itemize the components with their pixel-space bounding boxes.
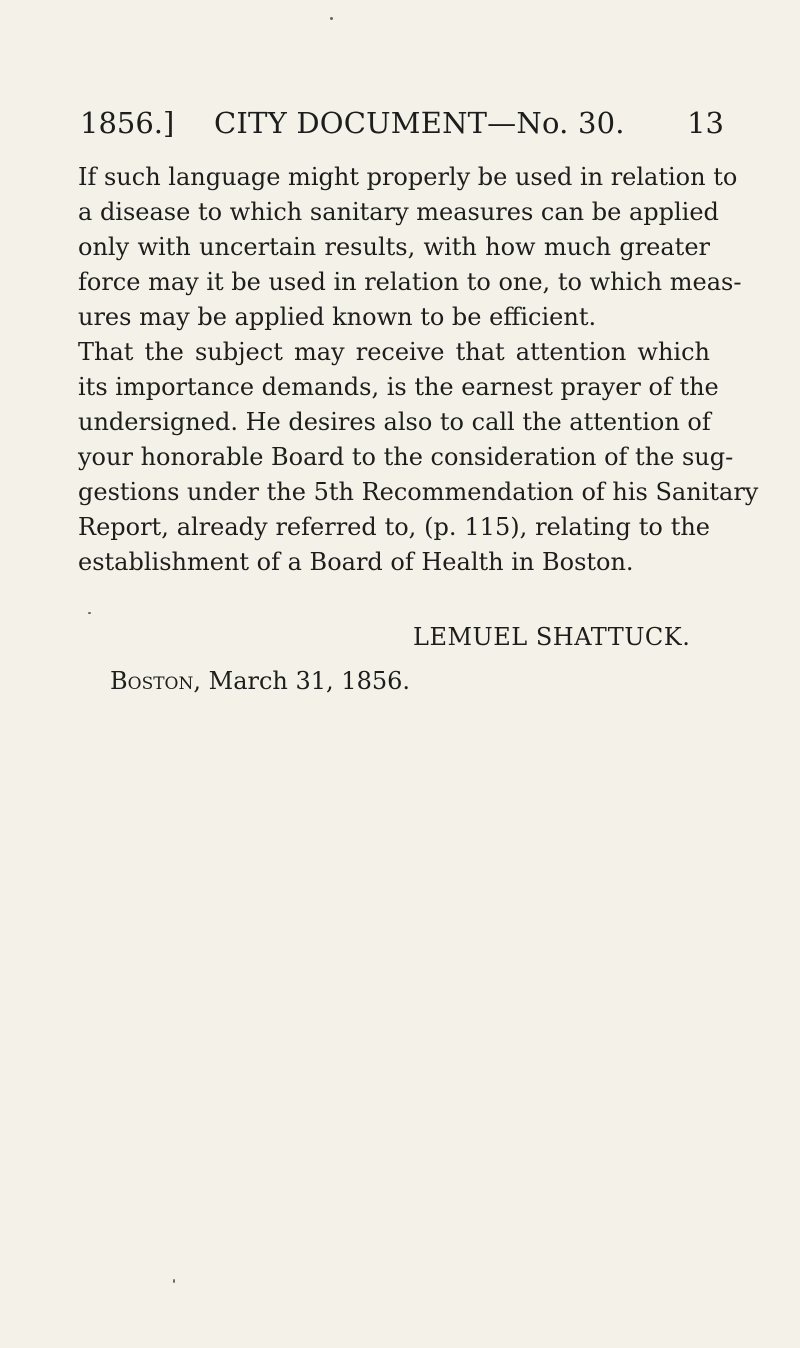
paper-speck: [330, 17, 333, 20]
running-head-year: 1856.]: [80, 106, 175, 140]
dateline-place: Boston,: [110, 667, 201, 695]
body-line: If such language might properly be used in relation to: [78, 163, 738, 191]
body-line: your honorable Board to the consideration of the sug-: [78, 443, 734, 471]
body-text: [78, 160, 759, 580]
paper-speck: [88, 612, 91, 614]
body-line: its importance demands, is the earnest prayer of the: [78, 373, 719, 401]
page-number: 13: [687, 106, 724, 140]
dateline-date: March 31, 1856.: [201, 667, 411, 695]
running-head-title: CITY DOCUMENT—No. 30.: [214, 106, 625, 140]
body-line: ures may be applied known to be efficient.: [78, 303, 597, 331]
body-line: Report, already referred to, (p. 115), relating to the: [78, 513, 710, 541]
body-line: force may it be used in relation to one, to which meas-: [78, 268, 742, 296]
running-head: [76, 102, 724, 144]
body-line: only with uncertain results, with how much greater: [78, 233, 710, 261]
body-line: establishment of a Board of Health in Boston.: [78, 548, 634, 576]
body-line: gestions under the 5th Recommendation of his Sanitary: [78, 478, 759, 506]
dateline: [110, 664, 410, 699]
signature: LEMUEL SHATTUCK.: [413, 623, 691, 651]
paper-speck: [173, 1279, 175, 1283]
body-line: undersigned. He desires also to call the attention of: [78, 408, 711, 436]
body-line: a disease to which sanitary measures can be applied: [78, 198, 719, 226]
body-line: That the subject may receive that attention which: [78, 338, 710, 366]
